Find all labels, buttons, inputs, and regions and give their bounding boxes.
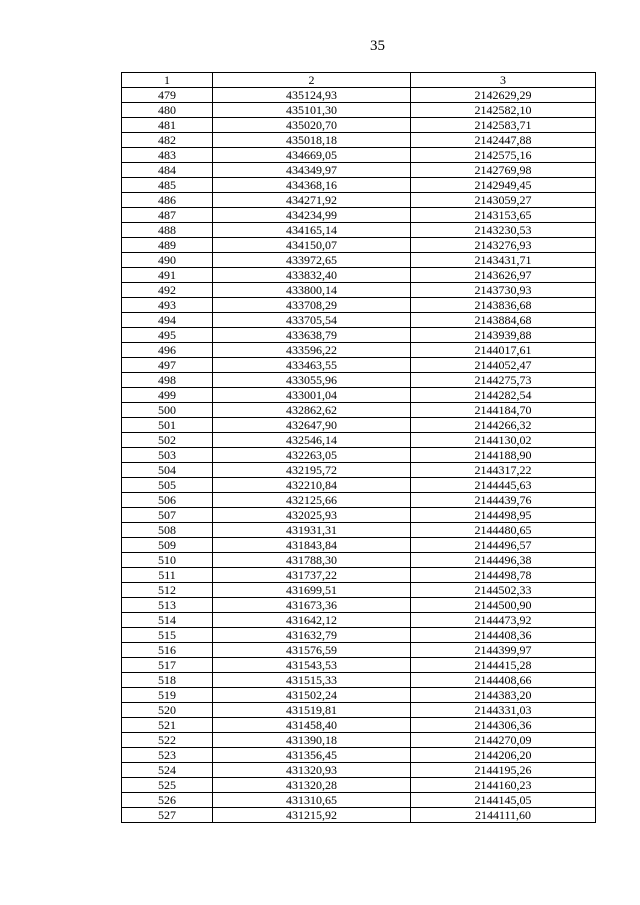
table-row: [122, 118, 596, 133]
table-row: [122, 313, 596, 328]
y-coordinate-cell: 2142582,10: [411, 103, 596, 118]
x-coordinate-cell: 431502,24: [213, 688, 411, 703]
point-number-cell: 494: [122, 313, 213, 328]
x-coordinate-cell: 432546,14: [213, 433, 411, 448]
y-coordinate-cell: 2142949,45: [411, 178, 596, 193]
y-coordinate-cell: 2143153,65: [411, 208, 596, 223]
x-coordinate-cell: 433638,79: [213, 328, 411, 343]
point-number-cell: 482: [122, 133, 213, 148]
y-coordinate-cell: 2144266,32: [411, 418, 596, 433]
y-coordinate-cell: 2144445,63: [411, 478, 596, 493]
table-row: [122, 778, 596, 793]
point-number-cell: 514: [122, 613, 213, 628]
x-coordinate-cell: 432647,90: [213, 418, 411, 433]
point-number-cell: 498: [122, 373, 213, 388]
point-number-cell: 505: [122, 478, 213, 493]
point-number-cell: 524: [122, 763, 213, 778]
table-row: [122, 418, 596, 433]
x-coordinate-cell: 431320,28: [213, 778, 411, 793]
x-coordinate-cell: 431632,79: [213, 628, 411, 643]
table-row: [122, 478, 596, 493]
point-number-cell: 496: [122, 343, 213, 358]
table-row: [122, 358, 596, 373]
table-row: [122, 208, 596, 223]
y-coordinate-cell: 2144184,70: [411, 403, 596, 418]
table-row: [122, 223, 596, 238]
x-coordinate-cell: 434349,97: [213, 163, 411, 178]
x-coordinate-cell: 434669,05: [213, 148, 411, 163]
table-row: [122, 748, 596, 763]
x-coordinate-cell: 435101,30: [213, 103, 411, 118]
y-coordinate-cell: 2144145,05: [411, 793, 596, 808]
point-number-cell: 506: [122, 493, 213, 508]
point-number-cell: 510: [122, 553, 213, 568]
table-row: [122, 178, 596, 193]
point-number-cell: 485: [122, 178, 213, 193]
y-coordinate-cell: 2144111,60: [411, 808, 596, 823]
table-row: [122, 658, 596, 673]
y-coordinate-cell: 2144415,28: [411, 658, 596, 673]
table-row: [122, 763, 596, 778]
y-coordinate-cell: 2143431,71: [411, 253, 596, 268]
point-number-cell: 516: [122, 643, 213, 658]
y-coordinate-cell: 2144498,95: [411, 508, 596, 523]
column-header-1: 1: [122, 73, 213, 88]
table-row: [122, 88, 596, 103]
y-coordinate-cell: 2142583,71: [411, 118, 596, 133]
y-coordinate-cell: 2142769,98: [411, 163, 596, 178]
table-header: [122, 73, 596, 88]
table-row: [122, 403, 596, 418]
point-number-cell: 519: [122, 688, 213, 703]
point-number-cell: 495: [122, 328, 213, 343]
table-row: [122, 163, 596, 178]
y-coordinate-cell: 2143626,97: [411, 268, 596, 283]
y-coordinate-cell: 2144496,57: [411, 538, 596, 553]
x-coordinate-cell: 433972,65: [213, 253, 411, 268]
y-coordinate-cell: 2144502,33: [411, 583, 596, 598]
y-coordinate-cell: 2144130,02: [411, 433, 596, 448]
y-coordinate-cell: 2142575,16: [411, 148, 596, 163]
table-row: [122, 253, 596, 268]
x-coordinate-cell: 433832,40: [213, 268, 411, 283]
point-number-cell: 525: [122, 778, 213, 793]
table-row: [122, 688, 596, 703]
y-coordinate-cell: 2144052,47: [411, 358, 596, 373]
column-header-3: 3: [411, 73, 596, 88]
table-row: [122, 448, 596, 463]
point-number-cell: 511: [122, 568, 213, 583]
page-number: 35: [370, 38, 385, 54]
y-coordinate-cell: 2144270,09: [411, 733, 596, 748]
point-number-cell: 489: [122, 238, 213, 253]
point-number-cell: 501: [122, 418, 213, 433]
point-number-cell: 487: [122, 208, 213, 223]
y-coordinate-cell: 2144282,54: [411, 388, 596, 403]
y-coordinate-cell: 2144206,20: [411, 748, 596, 763]
point-number-cell: 503: [122, 448, 213, 463]
y-coordinate-cell: 2144275,73: [411, 373, 596, 388]
table-row: [122, 433, 596, 448]
table-row: [122, 148, 596, 163]
y-coordinate-cell: 2144480,65: [411, 523, 596, 538]
table-row: [122, 733, 596, 748]
point-number-cell: 500: [122, 403, 213, 418]
point-number-cell: 527: [122, 808, 213, 823]
x-coordinate-cell: 431543,53: [213, 658, 411, 673]
x-coordinate-cell: 433708,29: [213, 298, 411, 313]
x-coordinate-cell: 433463,55: [213, 358, 411, 373]
point-number-cell: 490: [122, 253, 213, 268]
point-number-cell: 523: [122, 748, 213, 763]
x-coordinate-cell: 431515,33: [213, 673, 411, 688]
x-coordinate-cell: 434271,92: [213, 193, 411, 208]
point-number-cell: 499: [122, 388, 213, 403]
point-number-cell: 480: [122, 103, 213, 118]
y-coordinate-cell: 2142629,29: [411, 88, 596, 103]
table-row: [122, 553, 596, 568]
y-coordinate-cell: 2144500,90: [411, 598, 596, 613]
x-coordinate-cell: 431673,36: [213, 598, 411, 613]
y-coordinate-cell: 2142447,88: [411, 133, 596, 148]
x-coordinate-cell: 434234,99: [213, 208, 411, 223]
x-coordinate-cell: 431519,81: [213, 703, 411, 718]
table-row: [122, 238, 596, 253]
y-coordinate-cell: 2144439,76: [411, 493, 596, 508]
coordinates-table: [121, 72, 596, 823]
x-coordinate-cell: 434368,16: [213, 178, 411, 193]
x-coordinate-cell: 431458,40: [213, 718, 411, 733]
point-number-cell: 492: [122, 283, 213, 298]
x-coordinate-cell: 431843,84: [213, 538, 411, 553]
y-coordinate-cell: 2144473,92: [411, 613, 596, 628]
x-coordinate-cell: 431737,22: [213, 568, 411, 583]
table-row: [122, 463, 596, 478]
table-row: [122, 808, 596, 823]
table-row: [122, 373, 596, 388]
table-row: [122, 283, 596, 298]
x-coordinate-cell: 435020,70: [213, 118, 411, 133]
x-coordinate-cell: 432263,05: [213, 448, 411, 463]
table-row: [122, 493, 596, 508]
x-coordinate-cell: 432025,93: [213, 508, 411, 523]
point-number-cell: 481: [122, 118, 213, 133]
y-coordinate-cell: 2144408,36: [411, 628, 596, 643]
table-row: [122, 523, 596, 538]
x-coordinate-cell: 431390,18: [213, 733, 411, 748]
point-number-cell: 515: [122, 628, 213, 643]
point-number-cell: 483: [122, 148, 213, 163]
table-row: [122, 598, 596, 613]
point-number-cell: 512: [122, 583, 213, 598]
x-coordinate-cell: 434165,14: [213, 223, 411, 238]
y-coordinate-cell: 2143730,93: [411, 283, 596, 298]
x-coordinate-cell: 431215,92: [213, 808, 411, 823]
table-row: [122, 298, 596, 313]
point-number-cell: 488: [122, 223, 213, 238]
point-number-cell: 491: [122, 268, 213, 283]
x-coordinate-cell: 431576,59: [213, 643, 411, 658]
y-coordinate-cell: 2144306,36: [411, 718, 596, 733]
table-row: [122, 673, 596, 688]
point-number-cell: 520: [122, 703, 213, 718]
point-number-cell: 493: [122, 298, 213, 313]
x-coordinate-cell: 432125,66: [213, 493, 411, 508]
x-coordinate-cell: 431788,30: [213, 553, 411, 568]
x-coordinate-cell: 433055,96: [213, 373, 411, 388]
y-coordinate-cell: 2143884,68: [411, 313, 596, 328]
y-coordinate-cell: 2144317,22: [411, 463, 596, 478]
point-number-cell: 521: [122, 718, 213, 733]
y-coordinate-cell: 2143939,88: [411, 328, 596, 343]
point-number-cell: 479: [122, 88, 213, 103]
table-row: [122, 103, 596, 118]
x-coordinate-cell: 433705,54: [213, 313, 411, 328]
x-coordinate-cell: 433596,22: [213, 343, 411, 358]
y-coordinate-cell: 2144017,61: [411, 343, 596, 358]
y-coordinate-cell: 2143836,68: [411, 298, 596, 313]
table-row: [122, 328, 596, 343]
y-coordinate-cell: 2143276,93: [411, 238, 596, 253]
y-coordinate-cell: 2143059,27: [411, 193, 596, 208]
column-header-2: 2: [213, 73, 411, 88]
x-coordinate-cell: 431931,31: [213, 523, 411, 538]
point-number-cell: 507: [122, 508, 213, 523]
point-number-cell: 497: [122, 358, 213, 373]
point-number-cell: 526: [122, 793, 213, 808]
table-row: [122, 568, 596, 583]
point-number-cell: 513: [122, 598, 213, 613]
table-row: [122, 133, 596, 148]
point-number-cell: 486: [122, 193, 213, 208]
table-row: [122, 388, 596, 403]
table-row: [122, 703, 596, 718]
header-row: [122, 73, 596, 88]
x-coordinate-cell: 433001,04: [213, 388, 411, 403]
point-number-cell: 509: [122, 538, 213, 553]
point-number-cell: 522: [122, 733, 213, 748]
x-coordinate-cell: 435124,93: [213, 88, 411, 103]
y-coordinate-cell: 2144399,97: [411, 643, 596, 658]
y-coordinate-cell: 2143230,53: [411, 223, 596, 238]
x-coordinate-cell: 432210,84: [213, 478, 411, 493]
point-number-cell: 484: [122, 163, 213, 178]
y-coordinate-cell: 2144160,23: [411, 778, 596, 793]
table-row: [122, 643, 596, 658]
y-coordinate-cell: 2144496,38: [411, 553, 596, 568]
y-coordinate-cell: 2144195,26: [411, 763, 596, 778]
point-number-cell: 502: [122, 433, 213, 448]
x-coordinate-cell: 431310,65: [213, 793, 411, 808]
table-row: [122, 538, 596, 553]
table-row: [122, 193, 596, 208]
y-coordinate-cell: 2144408,66: [411, 673, 596, 688]
table-row: [122, 613, 596, 628]
x-coordinate-cell: 435018,18: [213, 133, 411, 148]
table-row: [122, 508, 596, 523]
point-number-cell: 508: [122, 523, 213, 538]
x-coordinate-cell: 434150,07: [213, 238, 411, 253]
table-row: [122, 628, 596, 643]
point-number-cell: 504: [122, 463, 213, 478]
x-coordinate-cell: 431642,12: [213, 613, 411, 628]
point-number-cell: 518: [122, 673, 213, 688]
x-coordinate-cell: 432862,62: [213, 403, 411, 418]
x-coordinate-cell: 431320,93: [213, 763, 411, 778]
table-row: [122, 718, 596, 733]
point-number-cell: 517: [122, 658, 213, 673]
x-coordinate-cell: 432195,72: [213, 463, 411, 478]
x-coordinate-cell: 433800,14: [213, 283, 411, 298]
table-row: [122, 793, 596, 808]
table-row: [122, 343, 596, 358]
y-coordinate-cell: 2144498,78: [411, 568, 596, 583]
table-body: [122, 88, 596, 823]
y-coordinate-cell: 2144331,03: [411, 703, 596, 718]
x-coordinate-cell: 431699,51: [213, 583, 411, 598]
y-coordinate-cell: 2144383,20: [411, 688, 596, 703]
table-row: [122, 583, 596, 598]
y-coordinate-cell: 2144188,90: [411, 448, 596, 463]
x-coordinate-cell: 431356,45: [213, 748, 411, 763]
table-row: [122, 268, 596, 283]
